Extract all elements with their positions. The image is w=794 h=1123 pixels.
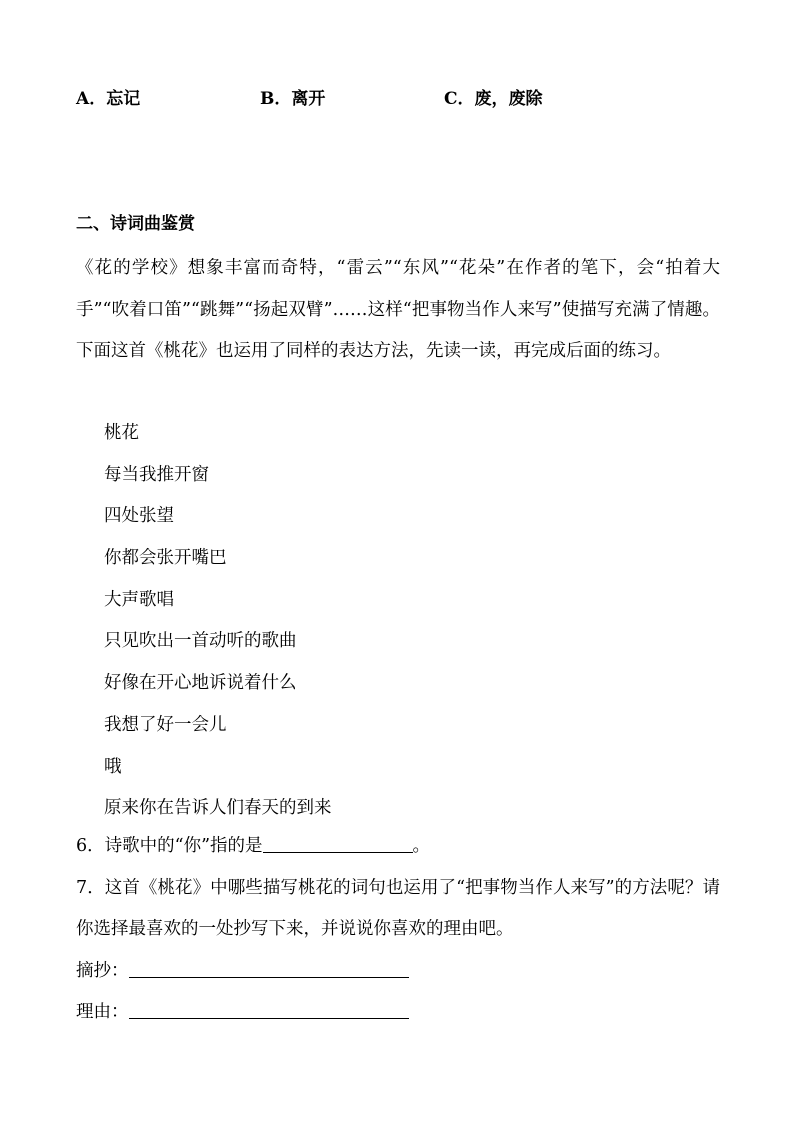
excerpt-row <box>76 951 720 993</box>
reason-label: 理由： <box>76 1002 129 1022</box>
poem-line: 只见吹出一首动听的歌曲 <box>104 631 297 652</box>
poem-line: 哦 <box>104 756 122 777</box>
option-b: B．离开 <box>260 89 326 109</box>
excerpt-label: 摘抄： <box>76 960 129 981</box>
option-a: A．忘记 <box>76 89 141 109</box>
question-6-text: 6．诗歌中的“你”指的是 <box>76 836 263 856</box>
question-7: 7．这首《桃花》中哪些描写桃花的词句也运用了“把事物当作人来写”的方法呢？请你选择最喜欢的一处抄写下来，并说说你喜欢的理由吧。 <box>76 877 720 939</box>
poem-line: 大声歌唱 <box>104 589 174 610</box>
poem-line: 每当我推开窗 <box>104 464 209 485</box>
reason-answer-blank[interactable] <box>129 1004 409 1019</box>
answer-options <box>76 84 716 112</box>
poem <box>104 413 504 830</box>
poem-line: 好像在开心地诉说着什么 <box>104 673 297 694</box>
option-c: C．废，废除 <box>444 89 543 109</box>
question-6 <box>76 826 720 868</box>
poem-line: 原来你在告诉人们春天的到来 <box>104 798 332 819</box>
questions <box>76 826 720 1034</box>
poem-title: 桃花 <box>104 423 139 443</box>
poem-line: 你都会张开嘴巴 <box>104 548 227 569</box>
question-6-answer-blank[interactable] <box>263 838 413 853</box>
excerpt-answer-blank[interactable] <box>129 963 409 978</box>
poem-line: 我想了好一会儿 <box>104 714 227 735</box>
reason-row <box>76 992 720 1034</box>
section-heading: 二、诗词曲鉴赏 <box>76 214 195 234</box>
poem-line: 四处张望 <box>104 506 174 527</box>
intro-paragraph: 《花的学校》想象丰富而奇特，“雷云”“东风”“花朵”在作者的笔下，会“拍着大手”“吹着口笛”“跳舞”“扬起双臂”……这样“把事物当作人来写”使描写充满了情趣。下面这首《桃花》也运用了同样的表达方法，先读一读，再完成后面的练习。 <box>76 258 720 361</box>
question-6-period: 。 <box>412 836 431 856</box>
